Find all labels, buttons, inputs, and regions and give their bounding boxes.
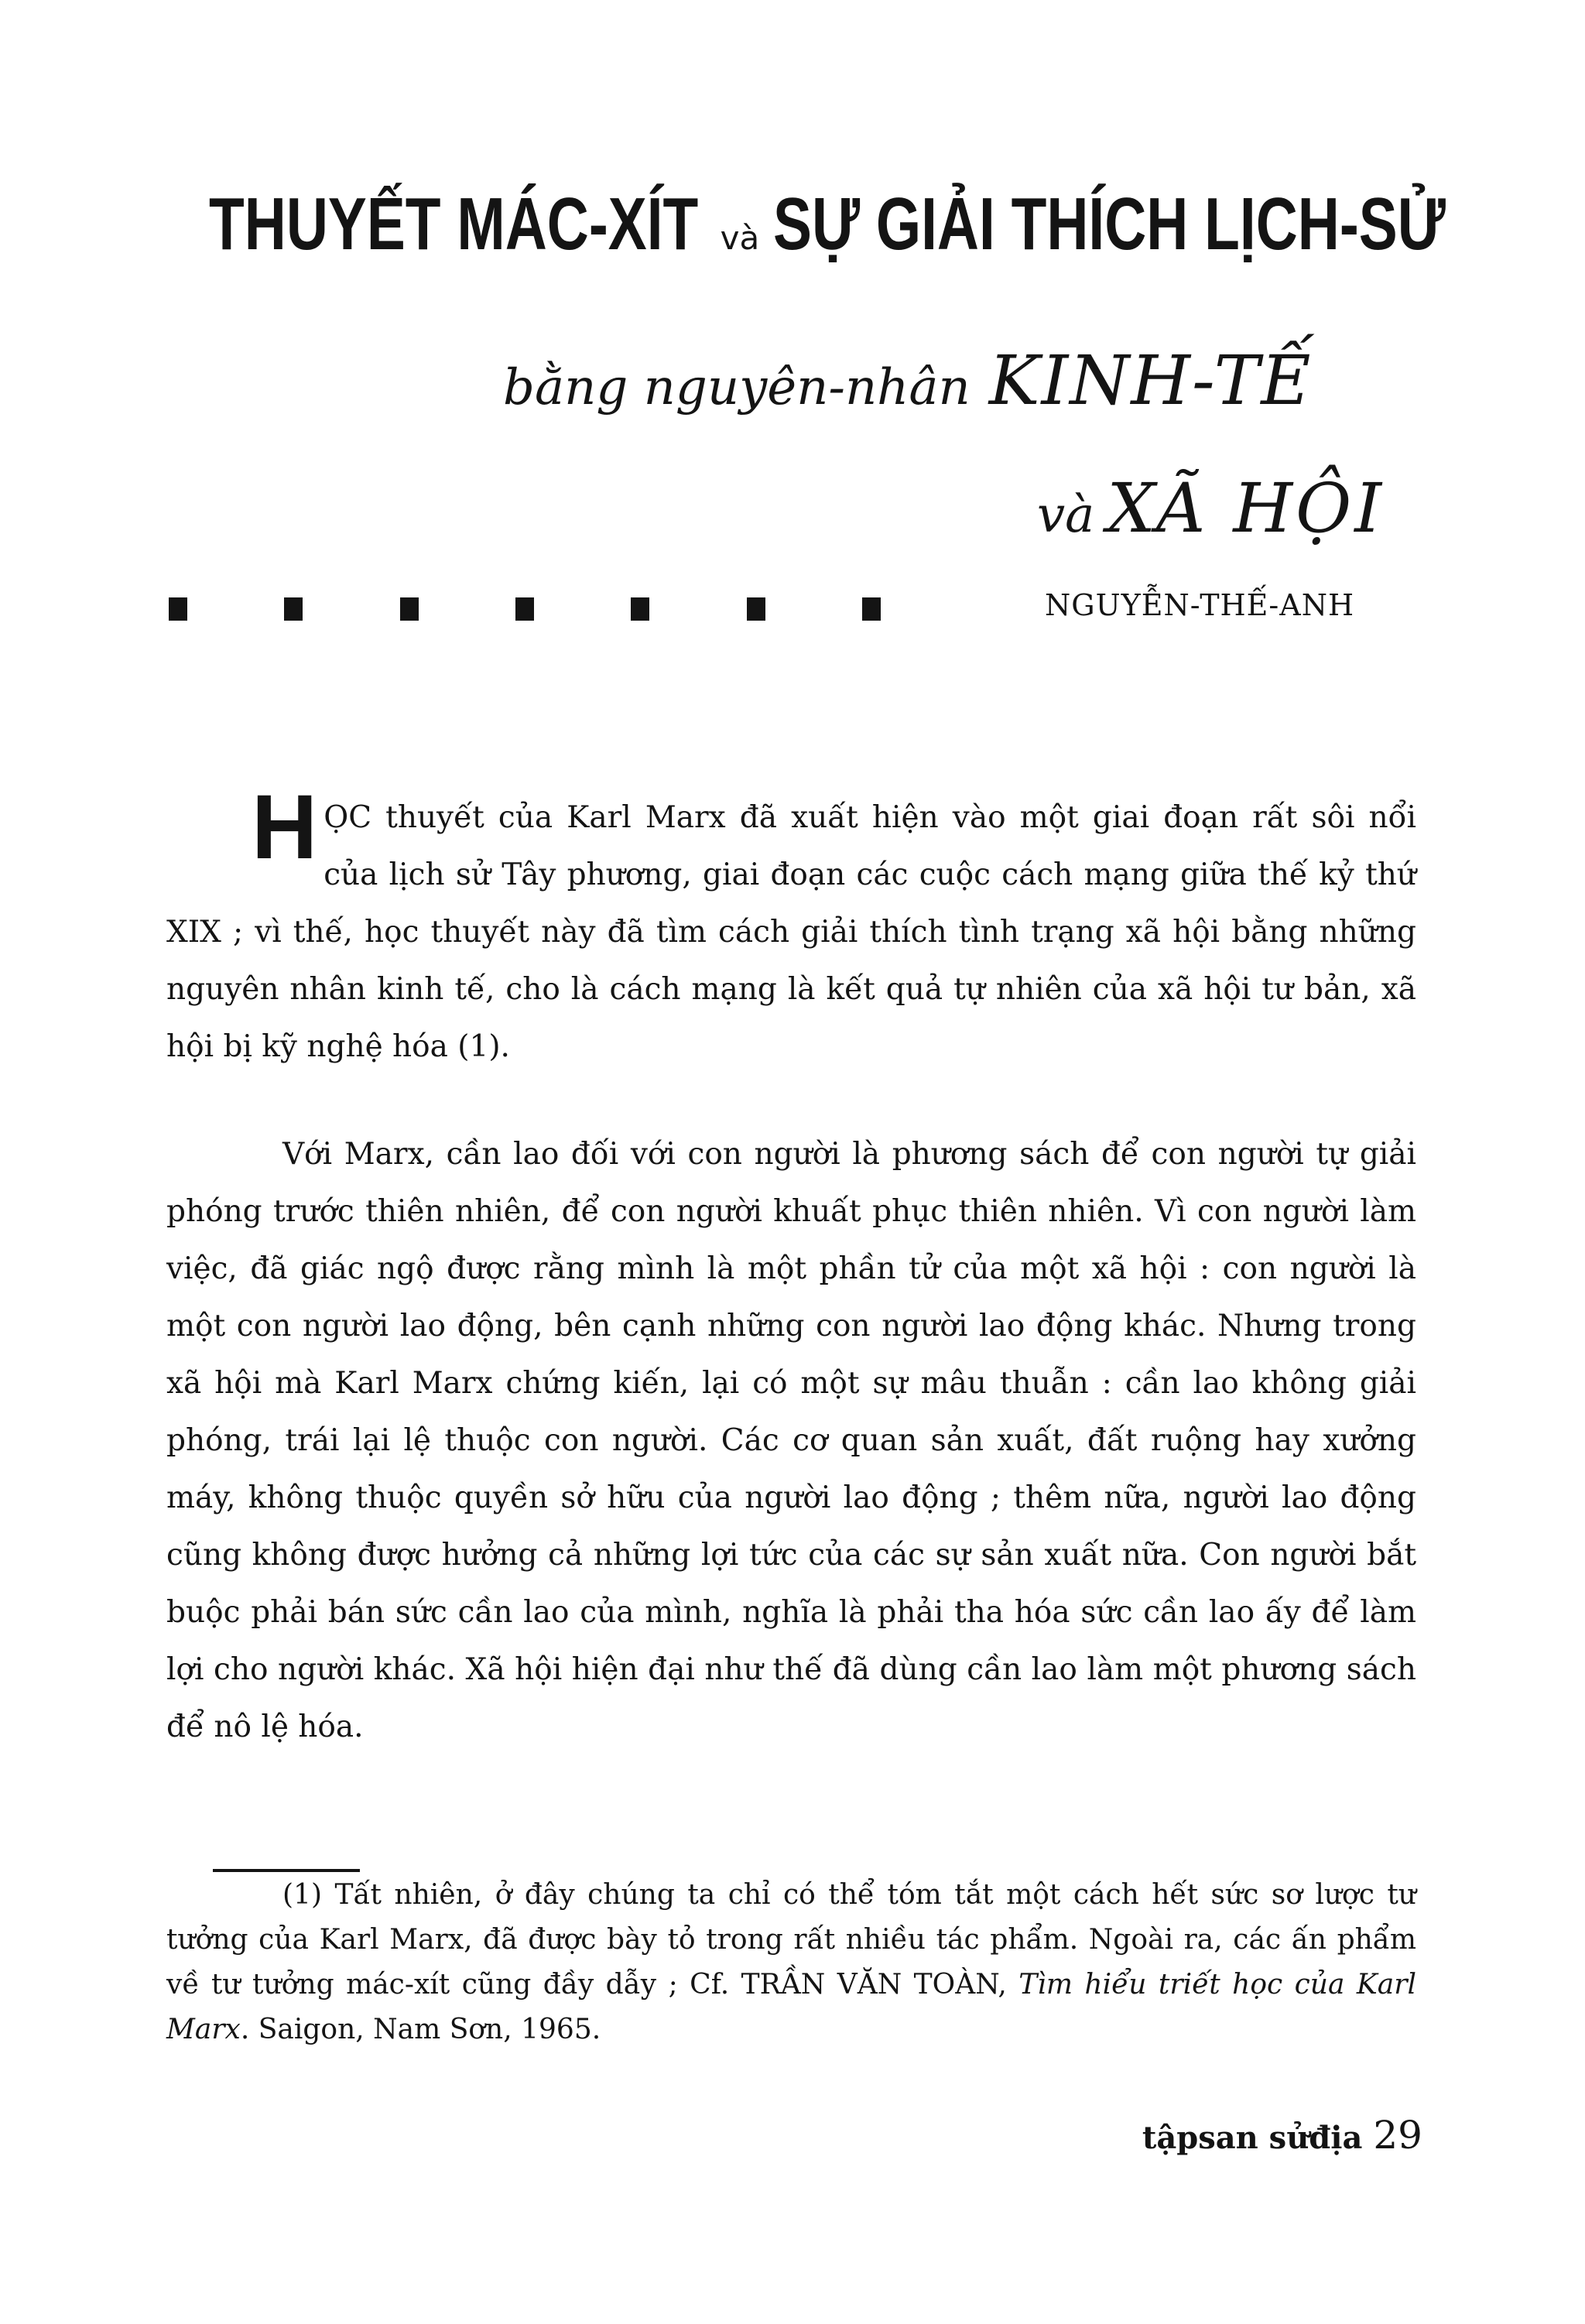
article-title [209, 170, 1446, 279]
subtitle-line2-caps: XÃ HỘI [1107, 468, 1385, 548]
journal-name: tậpsan sửđịa [1142, 2120, 1363, 2156]
drop-cap: H [252, 776, 318, 878]
square-ornament [284, 597, 303, 621]
subtitle-line2 [1037, 468, 1385, 548]
author-name: NGUYỄN-THẾ-ANH [1045, 588, 1355, 622]
square-ornament [631, 597, 649, 621]
subtitle-line2-italic: và [1037, 487, 1095, 544]
paragraph-2: Với Marx, cần lao đối với con người là phương sách để con người tự giải phóng trước thiên nhiên, để con người khuất phục thiên nhiên. Vì con người làm việc, đã giác ngộ được rằng mình là một phần tử của một xã hội : con người là một con người lao động, bên cạnh những con người lao động khác. Nhưng trong xã hội mà Karl Marx chứng kiến, lại có một sự mâu thuẫn : cần lao không giải phóng, trái lại lệ thuộc con người. Các cơ quan sản xuất, đất ruộng hay xưởng máy, không thuộc quyền sở hữu của người lao động ; thêm nữa, người lao động cũng không được hưởng cả những lợi tức của các sự sản xuất nữa. Con người bắt buộc phải bán sức cần lao của mình, nghĩa là phải tha hóa sức cần lao ấy để làm lợi cho người khác. Xã hội hiện đại như thế đã dùng cần lao làm một phương sách để nô lệ hóa. [166, 1137, 1416, 1744]
subtitle-line1-italic: bằng nguyên-nhân [503, 359, 971, 416]
footnote-divider [213, 1869, 360, 1872]
paragraph-1-text: ỌC thuyết của Karl Marx đã xuất hiện vào một giai đoạn rất sôi nổi của lịch sử Tây phương, giai đoạn các cuộc cách mạng giữa thế kỷ thứ XIX ; vì thế, học thuyết này đã tìm cách giải thích tình trạng xã hội bằng những nguyên nhân kinh tế, cho là cách mạng là kết quả tự nhiên của xã hội tư bản, xã hội bị kỹ nghệ hóa (1). [166, 800, 1416, 1064]
square-ornament [747, 597, 765, 621]
paragraph-1 [166, 776, 1416, 1076]
footnote-text: (1) Tất nhiên, ở đây chúng ta chỉ có thể tóm tắt một cách hết sức sơ lược tư tưởng của Karl Marx, đã được bày tỏ trong rất nhiều tác phẩm. Ngoài ra, các ấn phẩm về tư tưởng mác-xít cũng đầy dẫy ; Cf. TRẦN VĂN TOÀN, [166, 1879, 1416, 2001]
decorative-squares [169, 597, 881, 628]
subtitle-line1-caps: KINH-TẾ [988, 341, 1313, 420]
square-ornament [515, 597, 534, 621]
subtitle-line1 [503, 341, 1313, 420]
page-footer [1142, 2113, 1422, 2158]
footnote-text-end: . Saigon, Nam Sơn, 1965. [240, 2014, 601, 2045]
title-part1: THUYẾT MÁC-XÍT [209, 183, 699, 265]
page-number: 29 [1373, 2113, 1422, 2158]
title-connector: và [720, 219, 760, 257]
square-ornament [400, 597, 419, 621]
square-ornament [169, 597, 187, 621]
title-part2: SỰ GIẢI THÍCH LỊCH-SỬ [773, 183, 1446, 265]
footnote [166, 1873, 1416, 2052]
square-ornament [862, 597, 881, 621]
footnote-book-title: Tìm hiểu triết học của Karl Marx [166, 1969, 1416, 2045]
